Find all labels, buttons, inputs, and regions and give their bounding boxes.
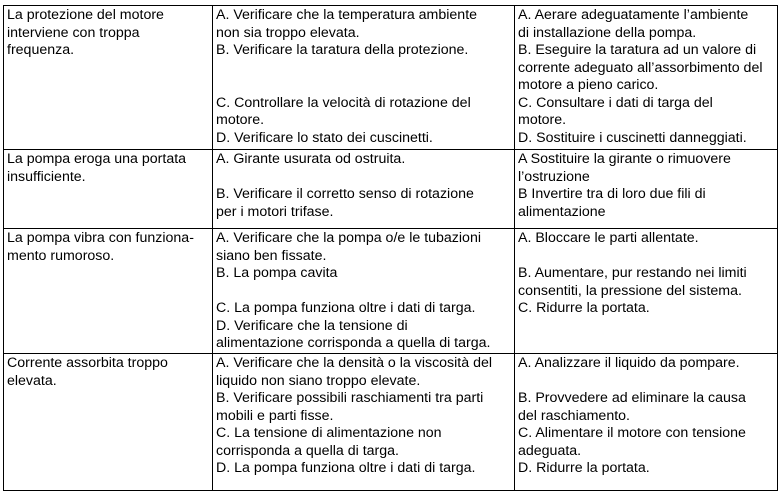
text-line: C. Controllare la velocità di rotazione del (216, 94, 471, 111)
text-line: C. Consultare i dati di targa del (518, 94, 713, 111)
text-line: La protezione del motore (7, 7, 164, 23)
text-line: B. Verificare la taratura della protezione. (216, 42, 469, 58)
check-item (216, 151, 512, 169)
problem-cell (7, 151, 210, 186)
text-line: non sia troppo elevata. (216, 24, 360, 41)
text-line: siano ben fissate. (216, 247, 327, 264)
table-row-border (3, 353, 778, 354)
text-line: per i motori trifase. (216, 203, 334, 220)
remedy-item (518, 130, 776, 148)
check-cell (216, 230, 512, 353)
blank-line (518, 248, 776, 266)
text-line: C. La tensione di alimentazione non (216, 425, 442, 441)
text-line: B. Provvedere ad eliminare la causa (518, 390, 746, 406)
problem-cell (7, 230, 210, 265)
text-line: D. Ridurre la portata. (518, 460, 650, 476)
text-line: elevata. (7, 372, 57, 389)
text-line: A. Girante usurata od ostruita. (216, 151, 406, 167)
problem-cell (7, 7, 210, 60)
text-line: D. Verificare che la tensione di (216, 317, 408, 334)
text-line: insufficiente. (7, 168, 86, 185)
table-column-border (777, 5, 778, 491)
text-line: B. Aumentare, pur restando nei limiti (518, 265, 747, 281)
text-line: motore. (518, 112, 567, 128)
table-row-border (3, 149, 778, 150)
check-item (216, 390, 512, 425)
check-item (216, 7, 512, 42)
text-line: A. Verificare che la pompa o/e le tubazioni (216, 230, 481, 246)
table-row-border (3, 228, 778, 229)
remedy-item (518, 95, 776, 130)
remedy-item (518, 42, 776, 95)
remedy-cell (518, 355, 776, 478)
remedy-cell (518, 230, 776, 318)
remedy-item (518, 425, 776, 460)
check-item (216, 460, 512, 478)
remedy-item (518, 7, 776, 42)
text-line: A. Aerare adeguatamente l’ambiente (518, 7, 749, 23)
text-line: A. Verificare che la densità o la viscosità del (216, 355, 493, 371)
table-column-border (514, 5, 515, 491)
text-line: mento rumoroso. (7, 247, 115, 264)
check-item (216, 230, 512, 265)
text-line: Corrente assorbita troppo (7, 355, 168, 371)
table-row-border (3, 5, 778, 6)
text-line: alimentazione (518, 203, 606, 220)
text-line: di installazione della pompa. (518, 24, 697, 41)
remedy-item (518, 460, 776, 478)
blank-line (216, 77, 512, 95)
text-line: B. Verificare il corretto senso di rotazione (216, 186, 474, 202)
text-line: La pompa vibra con funziona- (7, 230, 194, 246)
text-line: A. Verificare che la temperatura ambiente (216, 7, 478, 23)
table-column-border (212, 5, 213, 491)
text-line: A Sostituire la girante o rimuovere (518, 151, 731, 167)
text-line: motore. (216, 112, 265, 128)
text-line: D. Sostituire i cuscinetti danneggiati. (518, 129, 747, 146)
troubleshooting-table (3, 5, 778, 491)
text-line: adeguata. (518, 442, 582, 459)
remedy-cell (518, 151, 776, 221)
check-item (216, 130, 512, 148)
text-line: interviene con troppa (7, 24, 140, 41)
check-item (216, 355, 512, 390)
text-line: A. Bloccare le parti allentate. (518, 230, 699, 246)
text-line: C. Alimentare il motore con tensione (518, 425, 746, 441)
problem-cell (7, 355, 210, 390)
text-line: B Invertire tra di loro due fili di (518, 186, 706, 202)
text-line: alimentazione corrisponda a quella di targa. (216, 335, 491, 351)
text-line: motore a pieno carico. (518, 77, 659, 93)
text-line: A. Analizzare il liquido da pompare. (518, 355, 740, 371)
check-item (216, 425, 512, 460)
text-line: La pompa eroga una portata (7, 151, 187, 167)
text-line: B. La pompa cavita (216, 265, 338, 281)
check-item (216, 300, 512, 318)
check-cell (216, 355, 512, 478)
text-line: frequenza. (7, 42, 75, 58)
text-line: corrente adeguato all’assorbimento del (518, 59, 763, 76)
remedy-item (518, 355, 776, 373)
text-line: D. La pompa funziona oltre i dati di targa. (216, 460, 476, 476)
remedy-item (518, 186, 776, 221)
text-line: C. Ridurre la portata. (518, 300, 650, 316)
text-line: liquido non siano troppo elevate. (216, 372, 421, 389)
check-cell (216, 151, 512, 221)
check-item (216, 265, 512, 283)
remedy-item (518, 151, 776, 186)
remedy-cell (518, 7, 776, 147)
remedy-item (518, 265, 776, 300)
blank-line (518, 373, 776, 391)
check-item (216, 42, 512, 60)
text-line: C. La pompa funziona oltre i dati di targa. (216, 300, 476, 316)
text-line: D. Verificare lo stato dei cuscinetti. (216, 129, 433, 146)
text-line: del raschiamento. (518, 407, 630, 424)
blank-line (216, 169, 512, 187)
text-line: mobili e parti fisse. (216, 407, 334, 424)
table-row-border (3, 490, 778, 491)
blank-line (216, 60, 512, 78)
remedy-item (518, 230, 776, 248)
remedy-item (518, 390, 776, 425)
blank-line (216, 283, 512, 301)
text-line: B. Verificare possibili raschiamenti tra parti (216, 390, 484, 406)
text-line: B. Eseguire la taratura ad un valore di (518, 42, 757, 58)
text-line: consentiti, la pressione del sistema. (518, 282, 742, 299)
remedy-item (518, 300, 776, 318)
check-item (216, 95, 512, 130)
table-column-border (3, 5, 4, 491)
text-line: corrisponda a quella di targa. (216, 442, 399, 459)
check-item (216, 186, 512, 221)
text-line: l’ostruzione (518, 168, 590, 185)
check-cell (216, 7, 512, 147)
check-item (216, 318, 512, 353)
